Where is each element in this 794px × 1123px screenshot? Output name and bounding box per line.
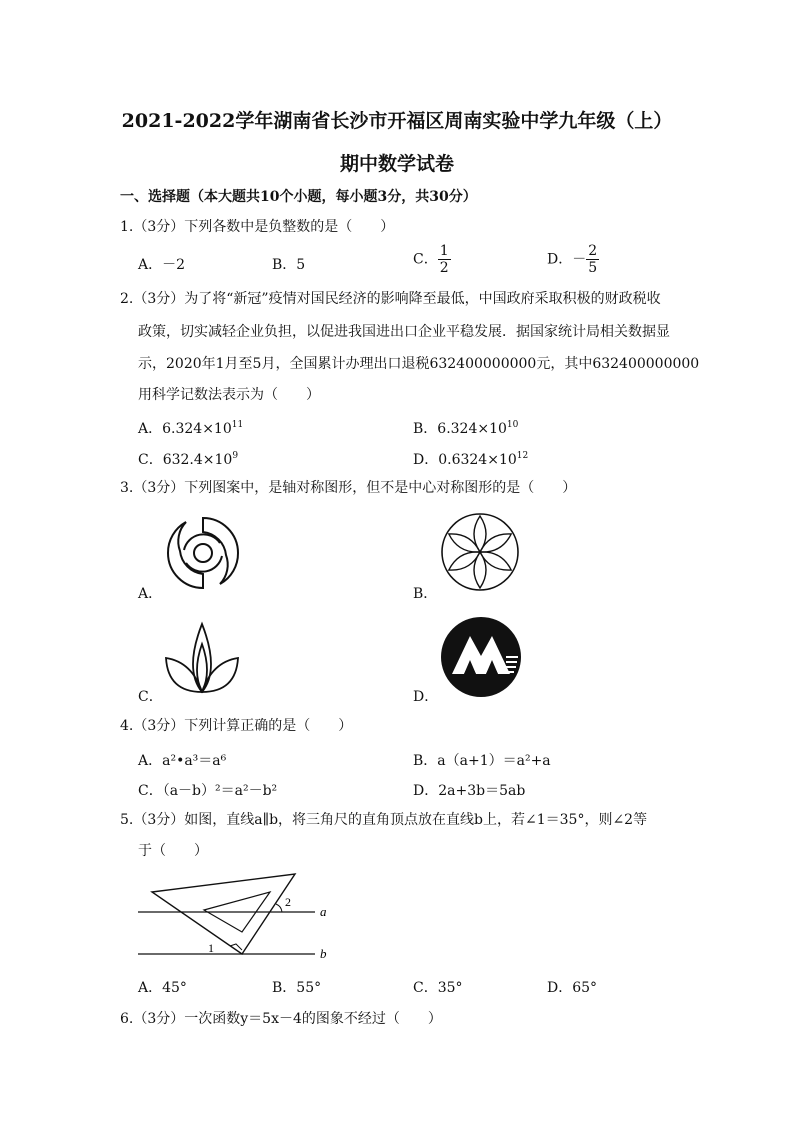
q5-option-c: C．35° [413,980,463,996]
q1-option-d-label: D．－ [547,251,587,268]
q2-option-b [413,418,518,438]
fig-label-a: a [320,904,327,919]
q2-option-a [138,418,243,438]
q2-option-c-base: C．632.4×10 [138,452,233,468]
q3-option-c: C． [138,689,163,705]
q2-option-c-exp: 9 [232,451,239,461]
q1-stem: 1.（3分）下列各数中是负整数的是（ ） [120,219,395,235]
q4-option-b: B．a（a+1）＝a²+a [413,753,551,769]
q4-option-c: C．（a－b）²＝a²－b² [138,783,278,799]
q4-stem: 4.（3分）下列计算正确的是（ ） [120,718,353,734]
paper-title-line2: 期中数学试卷 [339,153,454,175]
q3-option-a: A． [138,586,163,602]
q3-option-b: B． [413,586,438,602]
q1-option-c-label: C． [413,251,438,268]
q2-option-b-exp: 10 [506,420,519,430]
q1-option-d-numerator: 2 [588,243,598,259]
q3-figure-c-lotus [162,620,242,694]
fig-label-b: b [320,946,327,961]
q5-option-a: A．45° [138,980,187,996]
paper-title-line1: 2021-2022学年湖南省长沙市开福区周南实验中学九年级（上） [121,110,673,132]
q1-option-d-denominator: 5 [588,260,598,276]
q2-line1: 2.（3分）为了将“新冠”疫情对国民经济的影响降至最低，中国政府采取积极的财政税收 [120,291,661,307]
q4-option-d: D．2a+3b＝5ab [413,783,526,799]
q2-line4: 用科学记数法表示为（ ） [138,387,320,403]
q4-option-a: A．a²•a³＝a⁶ [138,753,227,769]
q5-line1: 5.（3分）如图，直线a∥b，将三角尺的直角顶点放在直线b上，若∠1＝35°，则∠2等 [120,812,648,828]
q3-figure-d-logo [440,616,522,698]
q5-option-d: D．65° [547,980,598,996]
fig-label-1: 1 [208,941,214,955]
q2-option-d [413,449,528,469]
q2-option-d-exp: 12 [516,451,529,461]
q6-stem: 6.（3分）一次函数y＝5x－4的图象不经过（ ） [120,1011,442,1027]
q2-option-d-base: D．0.6324×10 [413,452,517,468]
q1-option-d [547,243,599,276]
q1-option-c [413,243,451,276]
q1-option-b: B．5 [272,257,306,273]
q3-figure-a-swirl [160,510,246,596]
q2-option-b-base: B．6.324×10 [413,421,507,437]
q2-option-a-base: A．6.324×10 [138,421,232,437]
q2-line3: 示，2020年1月至5月，全国累计办理出口退税632400000000元，其中632400000000 [138,356,700,372]
fig-label-2: 2 [285,895,291,909]
q3-figure-b-rosette [438,510,522,594]
q2-line2: 政策，切实减轻企业负担，以促进我国进出口企业平稳发展．据国家统计局相关数据显 [138,324,670,340]
q1-option-a: A．－2 [138,257,186,273]
q2-option-c [138,449,238,469]
section-heading: 一、选择题（本大题共10个小题，每小题3分，共30分） [120,189,477,205]
q3-option-d: D． [413,689,439,705]
q1-option-c-fraction [438,243,451,276]
q5-figure-parallel-lines [130,868,340,968]
q1-option-d-fraction [586,243,599,276]
q5-option-b: B．55° [272,980,322,996]
q1-option-c-denominator: 2 [439,260,449,276]
q5-line2: 于（ ） [138,843,208,859]
q2-option-a-exp: 11 [231,420,244,430]
q3-stem: 3.（3分）下列图案中，是轴对称图形，但不是中心对称图形的是（ ） [120,480,577,496]
q1-option-c-numerator: 1 [439,243,449,259]
